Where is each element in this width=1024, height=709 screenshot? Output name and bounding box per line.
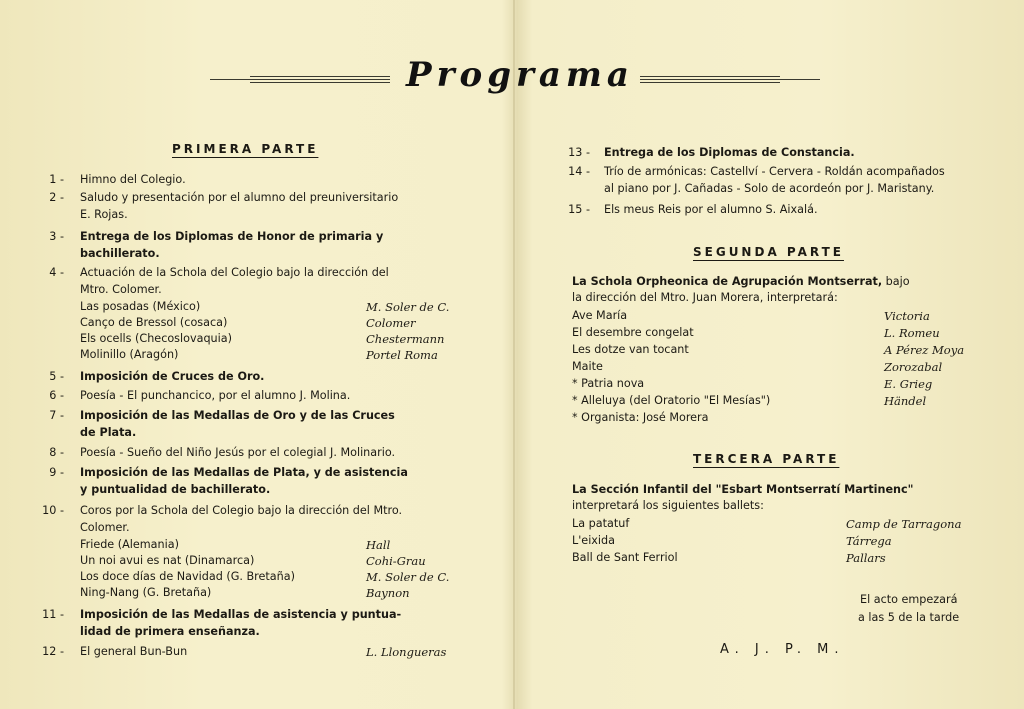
item-number: 11 - [42, 608, 64, 621]
segunda-intro-bold: La Schola Orpheonica de Agrupación Montserrat, [572, 275, 883, 288]
song-title: Canço de Bressol (cosaca) [80, 316, 228, 329]
item-number: 12 - [42, 645, 64, 658]
segunda-intro [572, 274, 910, 290]
item-text: de Plata. [80, 426, 137, 439]
item-text: Poesía - El punchancico, por el alumno J. Molina. [80, 389, 351, 402]
item-text: Colomer. [80, 521, 130, 534]
song-title: Els ocells (Checoslovaquia) [80, 332, 232, 345]
item-number: 6 - [49, 389, 64, 402]
song-title: La patatuf [572, 517, 630, 530]
song-composer: Chestermann [366, 332, 445, 346]
item-text: Himno del Colegio. [80, 173, 186, 186]
song-title: Maite [572, 360, 603, 373]
title-rule-right [640, 79, 820, 80]
song-composer: Pallars [846, 551, 886, 565]
title-rule-left [210, 79, 390, 80]
song-composer: A Pérez Moya [884, 343, 965, 357]
item-text: Imposición de las Medallas de asistencia y puntua- [80, 608, 402, 621]
title-block [210, 55, 820, 105]
item-number: 3 - [49, 230, 64, 243]
song-composer: Händel [884, 394, 927, 408]
song-title: Ave María [572, 309, 628, 322]
item-text: Actuación de la Schola del Colegio bajo la dirección del [80, 266, 389, 279]
item-text: El general Bun-Bun [80, 645, 188, 658]
item-text: Trío de armónicas: Castellví - Cervera - Roldán acompañados [604, 165, 945, 178]
segunda-intro-line2: la dirección del Mtro. Juan Morera, interpretará: [572, 291, 838, 304]
page-title: Programa [406, 55, 634, 95]
title-rule-left-short [250, 76, 390, 77]
song-composer: L. Romeu [884, 326, 940, 340]
song-composer: Hall [366, 538, 391, 552]
item-number: 8 - [49, 446, 64, 459]
signature: A. J. P. M. [720, 642, 845, 657]
song-title: Las posadas (México) [80, 300, 201, 313]
song-composer: Zorozabal [884, 360, 943, 374]
song-title: L'eixida [572, 534, 615, 547]
song-composer: E. Grieg [884, 377, 933, 391]
item-number: 15 - [568, 203, 590, 216]
item-text: Imposición de las Medallas de Plata, y de asistencia [80, 466, 408, 479]
segunda-parte-heading: SEGUNDA PARTE [693, 245, 844, 259]
song-title: * Organista: José Morera [572, 411, 709, 424]
song-composer: M. Soler de C. [366, 570, 450, 584]
song-composer: Cohi-Grau [366, 554, 426, 568]
song-composer: Baynon [366, 586, 410, 600]
start-time-line1: El acto empezará [860, 593, 958, 606]
song-composer: Camp de Tarragona [846, 517, 962, 531]
tercera-parte-heading: TERCERA PARTE [693, 452, 840, 466]
song-composer: Colomer [366, 316, 416, 330]
item-number: 9 - [49, 466, 64, 479]
song-title: Les dotze van tocant [572, 343, 689, 356]
item-number: 7 - [49, 409, 64, 422]
song-composer: Tárrega [846, 534, 892, 548]
song-title: El desembre congelat [572, 326, 694, 339]
item-text: Coros por la Schola del Colegio bajo la dirección del Mtro. [80, 504, 403, 517]
item-text: Els meus Reis por el alumno S. Aixalá. [604, 203, 818, 216]
item-text: Saludo y presentación por el alumno del preuniversitario [80, 191, 399, 204]
item-text: Poesía - Sueño del Niño Jesús por el colegial J. Molinario. [80, 446, 396, 459]
item-number: 5 - [49, 370, 64, 383]
title-rule-left-short-2 [250, 82, 390, 83]
title-rule-right-short [640, 76, 780, 77]
song-title: * Patria nova [572, 377, 645, 390]
song-composer: L. Llongueras [366, 645, 447, 659]
item-number: 4 - [49, 266, 64, 279]
primera-parte-heading: PRIMERA PARTE [172, 142, 319, 156]
item-text: E. Rojas. [80, 208, 128, 221]
item-number: 13 - [568, 146, 590, 159]
song-composer: Portel Roma [366, 348, 438, 362]
item-text: bachillerato. [80, 247, 160, 260]
title-rule-right-short-2 [640, 82, 780, 83]
start-time-line2: a las 5 de la tarde [858, 611, 960, 624]
tercera-intro-line2: interpretará los siguientes ballets: [572, 499, 764, 512]
song-title: Ning-Nang (G. Bretaña) [80, 586, 212, 599]
segunda-intro-rest: bajo [882, 275, 910, 288]
song-title: Los doce días de Navidad (G. Bretaña) [80, 570, 295, 583]
item-text: lidad de primera enseñanza. [80, 625, 260, 638]
item-text: Imposición de Cruces de Oro. [80, 370, 265, 383]
item-text: Imposición de las Medallas de Oro y de las Cruces [80, 409, 395, 422]
item-text: al piano por J. Cañadas - Solo de acordeón por J. Maristany. [604, 182, 935, 195]
song-composer: Victoria [884, 309, 930, 323]
item-text: Entrega de los Diplomas de Constancia. [604, 146, 855, 159]
song-composer: M. Soler de C. [366, 300, 450, 314]
item-text: Mtro. Colomer. [80, 283, 162, 296]
item-number: 10 - [42, 504, 64, 517]
song-title: Molinillo (Aragón) [80, 348, 179, 361]
song-title: Un noi avui es nat (Dinamarca) [80, 554, 255, 567]
item-number: 14 - [568, 165, 590, 178]
item-number: 1 - [49, 173, 64, 186]
item-number: 2 - [49, 191, 64, 204]
item-text: y puntualidad de bachillerato. [80, 483, 271, 496]
song-title: Ball de Sant Ferriol [572, 551, 678, 564]
center-fold [513, 0, 515, 709]
song-title: * Alleluya (del Oratorio "El Mesías") [572, 394, 771, 407]
tercera-intro: La Sección Infantil del "Esbart Montserratí Martinenc" [572, 483, 914, 496]
item-text: Entrega de los Diplomas de Honor de primaria y [80, 230, 384, 243]
song-title: Friede (Alemania) [80, 538, 179, 551]
